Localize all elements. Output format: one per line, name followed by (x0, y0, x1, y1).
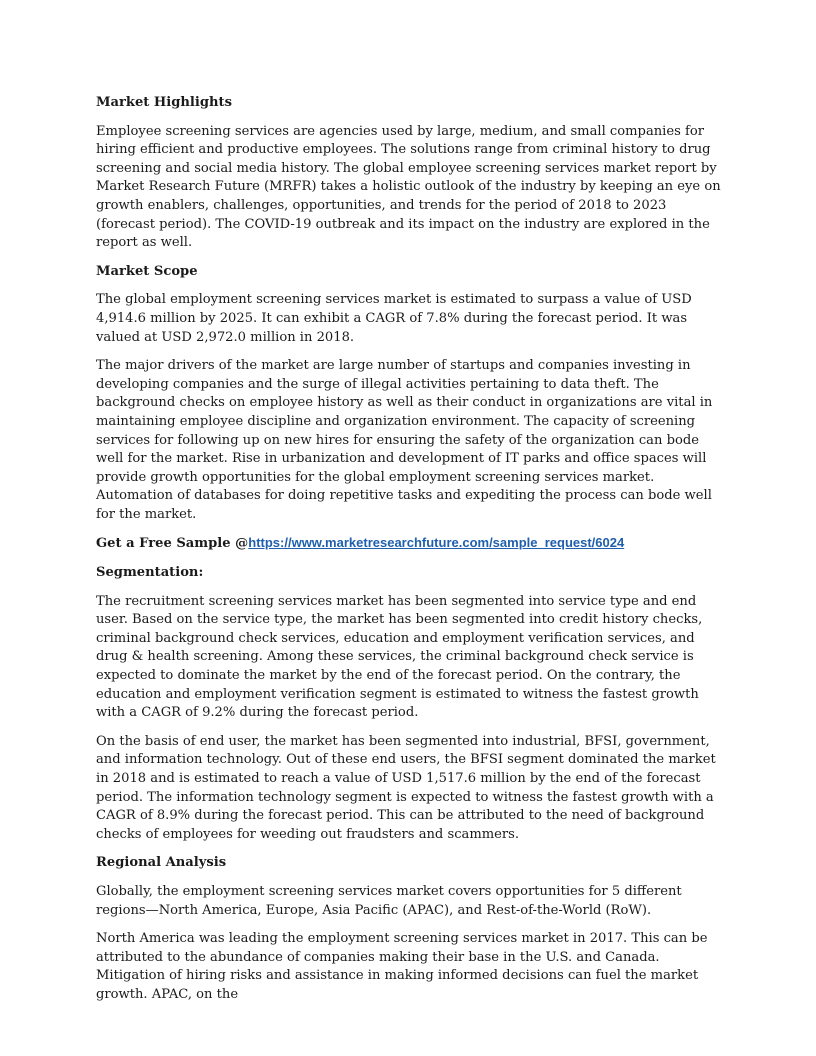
free-sample-label: Get a Free Sample @ (96, 536, 249, 552)
regional-analysis-heading: Regional Analysis (96, 855, 227, 871)
market-scope-heading: Market Scope (96, 263, 198, 279)
document-page (96, 94, 724, 1015)
sample-request-link[interactable]: https://www.marketresearchfuture.com/sample_request/6024 (248, 535, 625, 551)
free-sample-line (96, 534, 724, 554)
segmentation-paragraph-2: On the basis of end user, the market has been segmented into industrial, BFSI, government, and information technology. Out of these end users, the BFSI segment dominated the market in 2018 and is estimated to reach a value of USD 1,517.6 million by the end of the forecast period. The information technology segment is expected to witness the fastest growth with a CAGR of 8.9% during the forecast period. This can be attributed to the need of background checks of employees for weeding out fraudsters and scammers. (96, 733, 716, 842)
market-scope-paragraph-1: The global employment screening services market is estimated to surpass a value of USD 4,914.6 million by 2025. It can exhibit a CAGR of 7.8% during the forecast period. It was valued at USD 2,972.0 million in 2018. (96, 292, 692, 345)
regional-analysis-paragraph-2: North America was leading the employment screening services market in 2017. This can be attributed to the abundance of companies making their base in the U.S. and Canada. Mitigation of hiring risks and assistance in making informed decisions can fuel the market growth. APAC, on the (96, 931, 708, 1002)
market-scope-paragraph-2: The major drivers of the market are large number of startups and companies investing in developing companies and the surge of illegal activities pertaining to data theft. The background checks on employee history as well as their conduct in organizations are vital in maintaining employee discipline and organization environment. The capacity of screening services for following up on new hires for ensuring the safety of the organization can bode well for the market. Rise in urbanization and development of IT parks and office spaces will provide growth opportunities for the global employment screening services market. Automation of databases for doing repetitive tasks and expediting the process can bode well for the market. (96, 358, 713, 522)
market-highlights-paragraph: Employee screening services are agencies used by large, medium, and small companies for hiring efficient and productive employees. The solutions range from criminal history to drug screening and social media history. The global employee screening services market report by Market Research Future (MRFR) takes a holistic outlook of the industry by keeping an eye on growth enablers, challenges, opportunities, and trends for the period of 2018 to 2023 (forecast period). The COVID-19 outbreak and its impact on the industry are explored in the report as well. (96, 123, 721, 251)
regional-analysis-paragraph-1: Globally, the employment screening services market covers opportunities for 5 different regions—North America, Europe, Asia Pacific (APAC), and Rest-of-the-World (RoW). (96, 883, 682, 918)
segmentation-heading: Segmentation: (96, 565, 204, 581)
market-highlights-heading: Market Highlights (96, 95, 232, 110)
segmentation-paragraph-1: The recruitment screening services market has been segmented into service type and end user. Based on the service type, the market has been segmented into credit history checks, criminal background check services, education and employment verification services, and drug & health screening. Among these services, the criminal background check service is expected to dominate the market by the end of the forecast period. On the contrary, the education and employment verification segment is estimated to witness the fastest growth with a CAGR of 9.2% during the forecast period. (96, 593, 703, 721)
